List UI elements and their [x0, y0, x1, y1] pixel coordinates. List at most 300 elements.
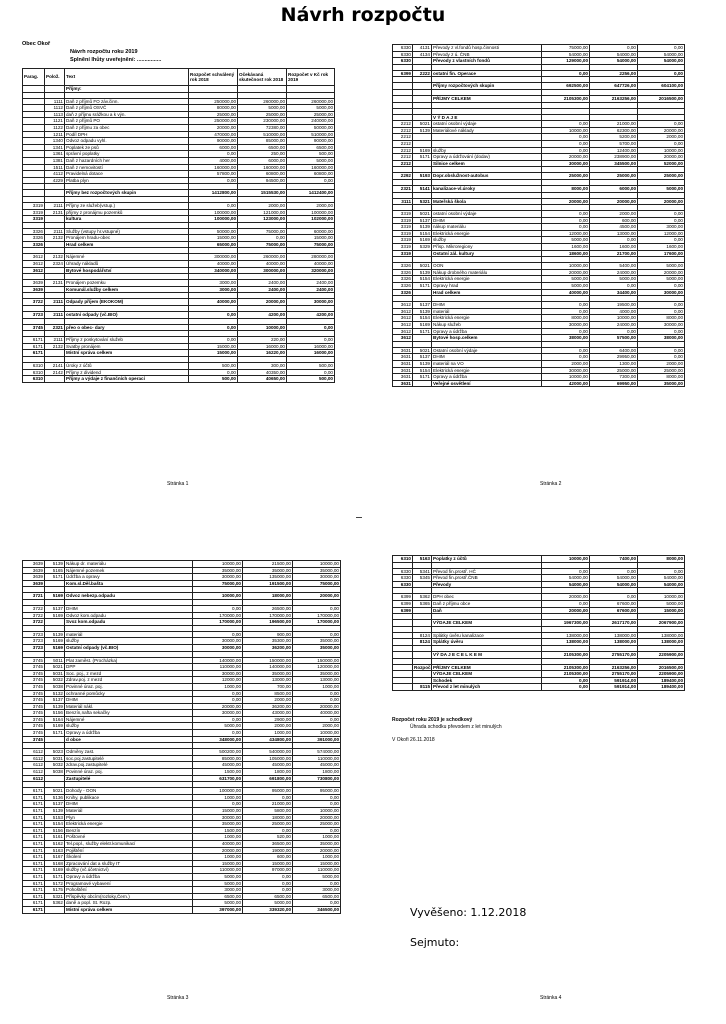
- cell-text: Nájemné pozemek: [65, 567, 193, 574]
- cell-text: Kom.sl.Děl.bašta: [65, 580, 193, 587]
- budget-note: [392, 717, 684, 744]
- cell-expected-2018: 434800,00: [243, 736, 293, 743]
- cell-budget-2019: 0,00: [293, 880, 341, 887]
- cell-budget-2019: 5000,00: [287, 105, 335, 112]
- cell-approved-2018: 20000,00: [189, 124, 238, 131]
- cell-parag: [393, 677, 413, 684]
- cell-polozka: 5021: [413, 263, 432, 270]
- page-number-4: Stránka 4: [540, 995, 562, 1001]
- cell-polozka: 5139: [413, 224, 432, 231]
- table-row: [23, 228, 335, 235]
- cell-polozka: 2111: [45, 299, 65, 306]
- cell-polozka: 5141: [413, 185, 432, 192]
- cell-approved-2018: 20000,00: [542, 607, 590, 614]
- cell-approved-2018: 42000,00: [542, 380, 590, 387]
- cell-parag: 3612: [393, 315, 413, 322]
- cell-budget-2019: 5000,00: [287, 157, 335, 164]
- cell-approved-2018: 40000,00: [542, 289, 590, 296]
- cell-budget-2019: 1000,00: [293, 683, 341, 690]
- cell-parag: 3326: [23, 241, 45, 248]
- col-header-expected-2018: Očekávaná skutečnost rok 2018: [238, 69, 287, 86]
- cell-expected-2018: 0,00: [590, 594, 638, 601]
- cell-text: Tel.popl., služby elektr.komunikací: [65, 840, 193, 847]
- cell-approved-2018: 0,00: [189, 369, 238, 376]
- cell-budget-2019: 35000,00: [293, 567, 341, 574]
- cell-budget-2019: 0,00: [638, 140, 685, 147]
- cell-parag: 6399: [393, 600, 413, 607]
- cell-expected-2018: 345500,00: [590, 160, 638, 167]
- cell-text: Elektrická energie: [432, 230, 542, 237]
- cell-expected-2018: 43000,00: [243, 710, 293, 717]
- cell-polozka: [413, 140, 432, 147]
- table-row: [23, 873, 341, 880]
- cell-polozka: 1113: [45, 111, 65, 118]
- budget-table-page-4: [392, 555, 685, 691]
- cell-approved-2018: 348000,00: [193, 736, 243, 743]
- table-row: [23, 138, 335, 145]
- cell-polozka: 5169: [45, 867, 65, 874]
- cell-budget-2019: 170000,00: [293, 612, 341, 619]
- cell-text: Přísp. Mikroregiony: [432, 244, 542, 251]
- cell-expected-2018: 123000,00: [238, 216, 287, 223]
- cell-parag: 3631: [393, 367, 413, 374]
- cell-budget-2019: 5000,00: [638, 276, 685, 283]
- cell-budget-2019: 10000,00: [638, 594, 685, 601]
- table-row: [393, 568, 685, 575]
- cell-budget-2019: 3000,00: [638, 224, 685, 231]
- cell-polozka: 5169: [45, 638, 65, 645]
- cell-parag: 6171: [23, 847, 45, 854]
- table-row: [23, 567, 341, 574]
- cell-approved-2018: 54000,00: [542, 575, 590, 582]
- cell-approved-2018: 10000,00: [542, 127, 590, 134]
- table-row: [393, 121, 685, 128]
- table-row: [393, 632, 685, 639]
- cell-expected-2018: 5400,00: [590, 263, 638, 270]
- cell-expected-2018: 60800,00: [238, 171, 287, 178]
- cell-polozka: 1511: [45, 164, 65, 171]
- cell-budget-2019: 240000,00: [287, 118, 335, 125]
- cell-text: d obce: [65, 736, 193, 743]
- cell-parag: 3319: [393, 230, 413, 237]
- cell-budget-2019: 10000,00: [293, 808, 341, 815]
- cell-expected-2018: 8500,00: [243, 690, 293, 697]
- cell-text: DHIM: [432, 217, 542, 224]
- cell-expected-2018: 1800,00: [243, 769, 293, 776]
- cell-parag: 3639: [23, 574, 45, 581]
- cell-text: Nákup služeb: [432, 322, 542, 329]
- cell-text: Splátky úvěru kanalizace: [432, 632, 542, 639]
- cell-text: DHIM: [65, 801, 193, 808]
- cell-expected-2018: 21700,00: [590, 250, 638, 257]
- cell-polozka: 5175: [45, 887, 65, 894]
- cell-approved-2018: 0,00: [542, 211, 590, 218]
- cell-text: Materiálové náklady: [432, 127, 542, 134]
- cell-polozka: 2141: [45, 363, 65, 370]
- cell-text: Pronájem hradu-obec: [65, 235, 189, 242]
- cell-budget-2019: 5000,00: [638, 263, 685, 270]
- cell-parag: 6310: [23, 369, 45, 376]
- table-row: [393, 250, 685, 257]
- cell-approved-2018: 5000,00: [193, 723, 243, 730]
- cell-parag: 6171: [23, 860, 45, 867]
- cell-text: ostatní osobní výdaje: [432, 211, 542, 218]
- cell-parag: 3319: [23, 216, 45, 223]
- cell-parag: 6171: [23, 887, 45, 894]
- cell-polozka: 2131: [45, 209, 65, 216]
- cell-parag: 2292: [393, 173, 413, 180]
- cell-polozka: [413, 83, 432, 90]
- table-row: [393, 269, 685, 276]
- page-3: [22, 560, 340, 914]
- cell-parag: [393, 671, 413, 678]
- cell-parag: 3639: [23, 280, 45, 287]
- cell-budget-2019: 0,00: [293, 900, 341, 907]
- table-row: [23, 854, 341, 861]
- cell-budget-2019: 25000,00: [287, 111, 335, 118]
- table-row: [23, 906, 341, 913]
- cell-approved-2018: 75000,00: [542, 45, 590, 52]
- cell-expected-2018: 140000,00: [243, 664, 293, 671]
- cell-text: Zpracování dat a služby IT: [65, 860, 193, 867]
- cell-polozka: 2132: [45, 235, 65, 242]
- cell-text: ostatní osobní výdaje: [432, 121, 542, 128]
- cell-polozka: 5169: [45, 612, 65, 619]
- table-row: [23, 755, 341, 762]
- table-row: [23, 847, 341, 854]
- cell-budget-2019: 20000,00: [293, 593, 341, 600]
- cell-polozka: 5169: [413, 237, 432, 244]
- deficit-note: Rozpočet roku 2019 je schodkový: [392, 716, 473, 723]
- cell-approved-2018: 2105300,00: [542, 651, 590, 658]
- cell-budget-2019: 5000,00: [638, 185, 685, 192]
- cell-approved-2018: 6500,00: [193, 893, 243, 900]
- cell-approved-2018: 0,00: [193, 605, 243, 612]
- cell-expected-2018: 2400,00: [238, 280, 287, 287]
- cell-expected-2018: 5000,00: [238, 105, 287, 112]
- table-row: [393, 95, 685, 102]
- cell-budget-2019: 8000,00: [638, 374, 685, 381]
- table-row: [393, 302, 685, 309]
- table-row: [23, 151, 335, 158]
- cell-budget-2019: 20000,00: [638, 154, 685, 161]
- cell-parag: 3639: [23, 567, 45, 574]
- cell-parag: 2212: [393, 140, 413, 147]
- cell-text: Odvoz nebezp.odpadu: [65, 593, 193, 600]
- cell-approved-2018: 0,00: [542, 600, 590, 607]
- cell-text: služby: [65, 638, 193, 645]
- cell-polozka: [413, 114, 432, 121]
- cell-budget-2019: 0,00: [638, 354, 685, 361]
- cell-parag: 6171: [23, 906, 45, 913]
- table-row: [23, 171, 335, 178]
- cell-budget-2019: 20000,00: [638, 127, 685, 134]
- table-row: [23, 574, 341, 581]
- cell-polozka: 4112: [45, 171, 65, 178]
- cell-text: DPP: [65, 664, 193, 671]
- cell-budget-2019: 10000,00: [293, 730, 341, 737]
- cell-approved-2018: 20000,00: [193, 847, 243, 854]
- cell-text: Soc. poj., z mezd: [65, 670, 193, 677]
- cell-budget-2019: 0,00: [293, 801, 341, 808]
- cell-polozka: 5169: [413, 147, 432, 154]
- cell-budget-2019: 0,00: [638, 302, 685, 309]
- table-row: [23, 657, 341, 664]
- cell-text: Příjmy bez rozpočtových skupin: [65, 190, 189, 197]
- cell-expected-2018: 2000,00: [590, 211, 638, 218]
- cell-budget-2019: 30000,00: [638, 289, 685, 296]
- cell-text: soc.poj.zastupitelé: [65, 755, 193, 762]
- cell-approved-2018: 1000,00: [193, 854, 243, 861]
- cell-approved-2018: 5000,00: [542, 283, 590, 290]
- cell-polozka: 5132: [45, 690, 65, 697]
- cell-polozka: [45, 86, 65, 93]
- cell-expected-2018: 10000,00: [590, 315, 638, 322]
- cell-text: Splátky úvěru: [432, 639, 542, 646]
- page-1-header: [22, 40, 334, 64]
- cell-expected-2018: 35300,00: [243, 638, 293, 645]
- cell-text: Poplatky z účtů: [432, 556, 542, 563]
- cell-text: materiál: [432, 308, 542, 315]
- cell-parag: 6112: [23, 762, 45, 769]
- cell-budget-2019: 35000,00: [293, 670, 341, 677]
- cell-approved-2018: 0,00: [542, 217, 590, 224]
- cell-budget-2019: 0,00: [287, 369, 335, 376]
- cell-approved-2018: 0,00: [189, 177, 238, 184]
- cell-budget-2019: 40000,00: [287, 261, 335, 268]
- cell-polozka: 5154: [413, 315, 432, 322]
- cell-polozka: 5139: [413, 308, 432, 315]
- cell-budget-2019: 35000,00: [293, 638, 341, 645]
- cell-polozka: [413, 250, 432, 257]
- table-row: [23, 216, 335, 223]
- cell-approved-2018: 20000,00: [542, 269, 590, 276]
- cell-expected-2018: 21000,00: [590, 121, 638, 128]
- cell-approved-2018: 5000,00: [193, 873, 243, 880]
- cell-polozka: 5162: [45, 840, 65, 847]
- table-row: [23, 827, 341, 834]
- cell-text: Platba plyn: [65, 177, 189, 184]
- cell-polozka: 4131: [413, 45, 432, 52]
- cell-parag: 3745: [23, 697, 45, 704]
- cell-text: Odměny zast.: [65, 749, 193, 756]
- table-row: [23, 769, 341, 776]
- cell-text: Příjmy z dividend: [65, 369, 189, 376]
- cell-polozka: 5154: [45, 821, 65, 828]
- cell-parag: 6171: [23, 350, 45, 357]
- cell-approved-2018: 15000,00: [189, 235, 238, 242]
- cell-polozka: 5021: [45, 664, 65, 671]
- cell-approved-2018: 18600,00: [542, 250, 590, 257]
- cell-budget-2019: 170000,00: [293, 619, 341, 626]
- cell-budget-2019: 100000,00: [287, 209, 335, 216]
- cell-text: ochranné pomůcky: [65, 690, 193, 697]
- cell-expected-2018: 220,00: [238, 337, 287, 344]
- cell-polozka: 2111: [45, 202, 65, 209]
- cell-polozka: 5154: [413, 367, 432, 374]
- cell-budget-2019: 30000,00: [638, 322, 685, 329]
- table-row: [393, 594, 685, 601]
- cell-approved-2018: 30000,00: [542, 160, 590, 167]
- page-number-3: Stránka 3: [167, 995, 189, 1001]
- cell-text: Pronájem pozemku: [65, 280, 189, 287]
- cell-text: Bytové hosp.celkem: [432, 335, 542, 342]
- cell-text: Školení: [65, 854, 193, 861]
- table-row: [23, 118, 335, 125]
- cell-expected-2018: 6400,00: [590, 347, 638, 354]
- cell-approved-2018: 250000,00: [189, 118, 238, 125]
- deficit-coverage-note: Úhrada schodku převodem z let minulých: [410, 723, 502, 730]
- cell-parag: 6171: [23, 337, 45, 344]
- cell-approved-2018: 30000,00: [193, 670, 243, 677]
- cell-expected-2018: 5200,00: [590, 134, 638, 141]
- cell-polozka: 5139: [45, 703, 65, 710]
- cell-polozka: [413, 95, 432, 102]
- cell-approved-2018: 160000,00: [189, 164, 238, 171]
- cell-text: Ostatní zál. kultury: [432, 250, 542, 257]
- table-row: [393, 360, 685, 367]
- cell-parag: 3612: [23, 254, 45, 261]
- cell-parag: 3319: [393, 244, 413, 251]
- cell-approved-2018: 57800,00: [189, 171, 238, 178]
- cell-polozka: 5163: [45, 847, 65, 854]
- cell-budget-2019: 500,00: [287, 151, 335, 158]
- cell-budget-2019: 0,00: [287, 324, 335, 331]
- cell-approved-2018: 10000,00: [542, 556, 590, 563]
- cell-expected-2018: 2163256,00: [590, 664, 638, 671]
- table-row: [23, 164, 335, 171]
- table-row: [23, 261, 335, 268]
- cell-approved-2018: 0,00: [193, 730, 243, 737]
- cell-text: DPH obec: [432, 594, 542, 601]
- table-row: [23, 124, 335, 131]
- cell-polozka: 1341: [45, 144, 65, 151]
- cell-budget-2019: 54000,00: [638, 58, 685, 65]
- cell-expected-2018: 2900,00: [243, 716, 293, 723]
- table-row: [393, 677, 685, 684]
- budget-heading: Návrh rozpočtu roku 2019: [70, 49, 138, 55]
- cell-text: Pohoštění: [65, 887, 193, 894]
- cell-budget-2019: 54000,00: [638, 575, 685, 582]
- cell-budget-2019: 0,00: [293, 794, 341, 801]
- cell-text: Příjmy z poskytování služeb: [65, 337, 189, 344]
- cell-polozka: 5023: [45, 749, 65, 756]
- cell-text: Zastupitelé: [65, 775, 193, 782]
- table-row: [23, 690, 341, 697]
- cell-polozka: 5156: [45, 827, 65, 834]
- table-row: [23, 299, 335, 306]
- table-row: [393, 308, 685, 315]
- table-row: [23, 177, 335, 184]
- cell-parag: [23, 98, 45, 105]
- cell-expected-2018: 0,00: [590, 45, 638, 52]
- cell-budget-2019: 2016500,00: [638, 95, 685, 102]
- table-row: [23, 267, 335, 274]
- cell-expected-2018: 85000,00: [238, 138, 287, 145]
- cell-approved-2018: 397000,00: [193, 906, 243, 913]
- table-row: [393, 160, 685, 167]
- cell-expected-2018: 13000,00: [590, 230, 638, 237]
- cell-parag: [23, 151, 45, 158]
- cell-text: Pojištění: [65, 847, 193, 854]
- cell-expected-2018: 57500,00: [590, 335, 638, 342]
- cell-parag: 3745: [23, 664, 45, 671]
- cell-parag: 3721: [23, 593, 45, 600]
- cell-approved-2018: 0,00: [193, 697, 243, 704]
- cell-parag: 3326: [23, 235, 45, 242]
- cell-text: Materiál nákl.: [65, 703, 193, 710]
- cell-budget-2019: 8000,00: [638, 556, 685, 563]
- cell-approved-2018: 0,00: [542, 354, 590, 361]
- cell-budget-2019: 1000,00: [293, 854, 341, 861]
- cell-text: služby: [65, 723, 193, 730]
- table-row: [393, 328, 685, 335]
- cell-parag: 3723: [23, 644, 45, 651]
- cell-budget-2019: 346500,00: [293, 906, 341, 913]
- cell-text: služby: [432, 237, 542, 244]
- cell-polozka: 5032: [45, 762, 65, 769]
- cell-text: Daň: [432, 607, 542, 614]
- cell-expected-2018: 2000,00: [243, 697, 293, 704]
- cell-approved-2018: 1000,00: [193, 794, 243, 801]
- cell-expected-2018: 16220,00: [238, 350, 287, 357]
- cell-parag: 6171: [23, 827, 45, 834]
- cell-approved-2018: 40000,00: [189, 261, 238, 268]
- cell-approved-2018: 45000,00: [193, 762, 243, 769]
- table-row: [23, 131, 335, 138]
- cell-parag: 6330: [393, 581, 413, 588]
- cell-parag: [23, 177, 45, 184]
- table-row: [23, 376, 335, 383]
- cell-text: Úroky z účtů: [65, 363, 189, 370]
- cell-budget-2019: 16000,00: [287, 350, 335, 357]
- cell-expected-2018: 40000,00: [238, 261, 287, 268]
- cell-text: Odvoz kom.odpadu: [65, 612, 193, 619]
- cell-polozka: 5172: [45, 880, 65, 887]
- table-row: [393, 70, 685, 77]
- cell-budget-2019: 0,00: [638, 283, 685, 290]
- cell-parag: 2212: [393, 160, 413, 167]
- cell-polozka: [45, 906, 65, 913]
- cell-polozka: 5171: [45, 574, 65, 581]
- cell-text: Úhrady nákladů: [65, 261, 189, 268]
- cell-parag: 3722: [23, 612, 45, 619]
- cell-parag: 3745: [23, 716, 45, 723]
- cell-budget-2019: 500,00: [287, 376, 335, 383]
- cell-polozka: 5161: [45, 834, 65, 841]
- cell-expected-2018: 25000,00: [590, 367, 638, 374]
- cell-parag: 3319: [23, 209, 45, 216]
- cell-budget-2019: 110000,00: [293, 755, 341, 762]
- cell-budget-2019: 1800,00: [293, 769, 341, 776]
- cell-approved-2018: 0,00: [542, 134, 590, 141]
- cell-text: Poplatek ze psů: [65, 144, 189, 151]
- cell-budget-2019: 102000,00: [287, 216, 335, 223]
- cell-text: Knihy, publikace: [65, 794, 193, 801]
- cell-parag: 2321: [393, 185, 413, 192]
- cell-approved-2018: 100000,00: [193, 788, 243, 795]
- cell-budget-2019: 2067900,00: [638, 620, 685, 627]
- cell-parag: 3319: [393, 211, 413, 218]
- table-row: [23, 111, 335, 118]
- cell-expected-2018: 510000,00: [238, 131, 287, 138]
- table-row: [23, 762, 341, 769]
- table-row: [393, 651, 685, 658]
- cell-polozka: [45, 286, 65, 293]
- cell-polozka: 5365: [413, 600, 432, 607]
- cell-parag: 3319: [393, 217, 413, 224]
- table-row: [393, 575, 685, 582]
